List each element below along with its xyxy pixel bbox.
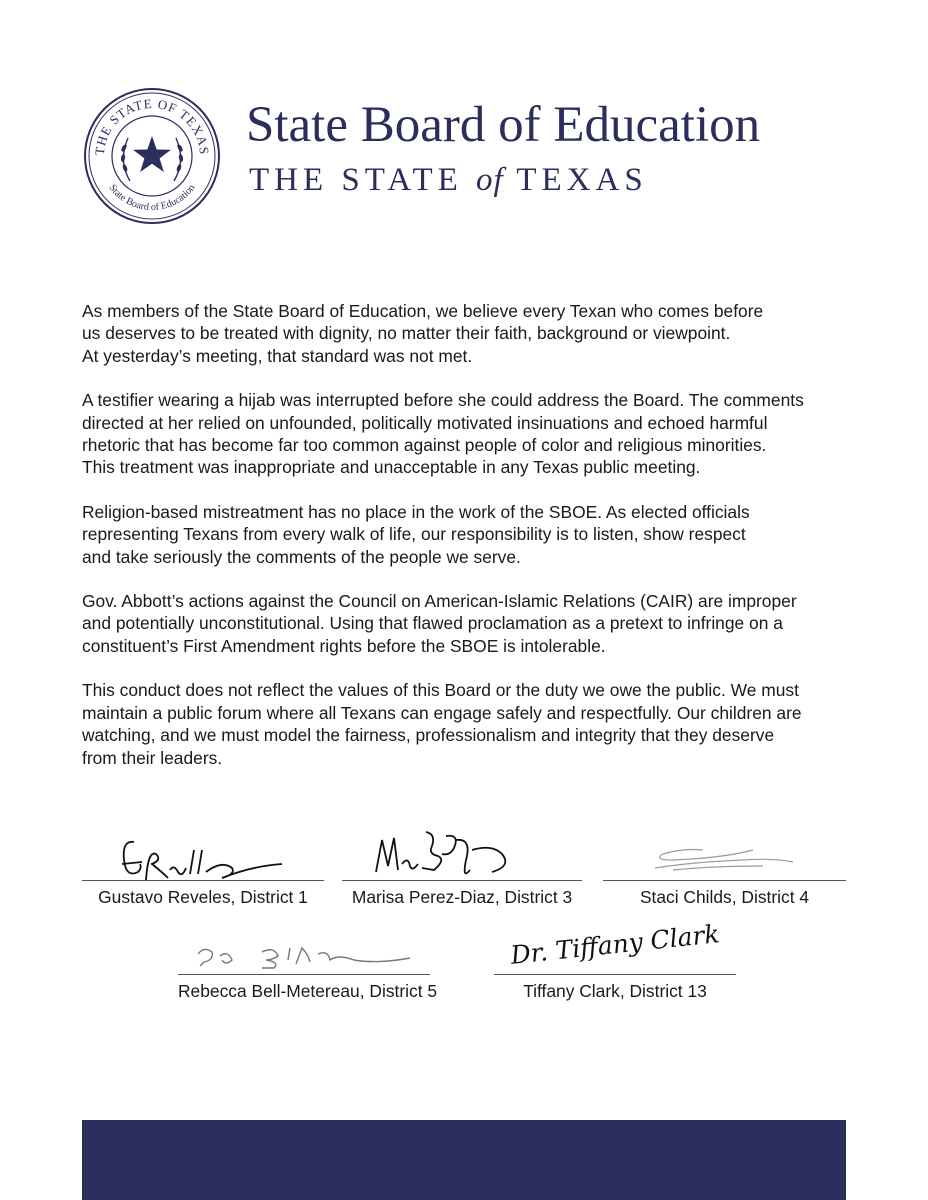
signature-line — [82, 880, 324, 881]
svg-text:THE STATE OF TEXAS: THE STATE OF TEXAS — [91, 95, 213, 156]
text-line: maintain a public forum where all Texans can engage safely and respectfully. Our children are — [82, 702, 802, 723]
letter-body — [82, 300, 852, 791]
signature-block — [342, 820, 582, 910]
text-line: This conduct does not reflect the values of this Board or the duty we owe the public. We must — [82, 680, 799, 701]
text-line: us deserves to be treated with dignity, no matter their faith, background or viewpoint. — [82, 323, 731, 344]
signature-line — [342, 880, 582, 881]
paragraph — [82, 590, 852, 657]
subtitle-part: THE STATE — [249, 162, 477, 198]
text-line: watching, and we must model the fairness, professionalism and integrity that they deserve — [82, 725, 775, 746]
signature-line — [494, 974, 736, 975]
letterhead-title: State Board of Education — [246, 97, 761, 153]
signature-line — [603, 880, 846, 881]
signature-block — [494, 919, 736, 1010]
text-line: and take seriously the comments of the people we serve. — [82, 546, 521, 567]
text-line: At yesterday’s meeting, that standard was not met. — [82, 345, 473, 366]
signature-line — [178, 974, 430, 975]
footer-bar — [82, 1120, 846, 1200]
paragraph — [82, 501, 852, 568]
paragraph — [82, 389, 852, 479]
subtitle-part: TEXAS — [503, 162, 648, 198]
text-line: directed at her relied on unfounded, politically motivated insinuations and echoed harmful — [82, 412, 768, 433]
paragraph — [82, 300, 852, 367]
signer-name: Gustavo Reveles, District 1 — [98, 887, 308, 907]
handwritten-signature: Dr. Tiffany Clark — [509, 919, 721, 970]
text-line: Religion-based mistreatment has no place in the work of the SBOE. As elected officials — [82, 501, 750, 522]
text-line: constituent’s First Amendment rights before the SBOE is intolerable. — [82, 635, 606, 656]
signer-name: Staci Childs, District 4 — [639, 887, 810, 907]
text-line: As members of the State Board of Education, we believe every Texan who comes before — [82, 301, 764, 321]
signer-name: Rebecca Bell-Metereau, District 5 — [178, 981, 438, 1001]
text-line: A testifier wearing a hijab was interrupted before she could address the Board. The comments — [82, 390, 804, 411]
letterhead-subtitle — [249, 164, 648, 197]
text-line: representing Texans from every walk of life, our responsibility is to listen, show respect — [82, 524, 746, 545]
signer-name: Tiffany Clark, District 13 — [523, 981, 707, 1001]
signer-name: Marisa Perez-Diaz, District 3 — [351, 887, 573, 907]
state-seal-logo — [82, 86, 222, 226]
text-line: This treatment was inappropriate and unacceptable in any Texas public meeting. — [82, 457, 701, 478]
handwritten-signature — [178, 930, 430, 980]
text-line: rhetoric that has become far too common against people of color and religious minorities. — [82, 435, 767, 456]
subtitle-of: of — [476, 162, 504, 198]
text-line: and potentially unconstitutional. Using that flawed proclamation as a pretext to infringe on a — [82, 613, 783, 634]
paragraph — [82, 679, 852, 769]
signature-block — [82, 820, 324, 910]
text-line: Gov. Abbott’s actions against the Council on American-Islamic Relations (CAIR) are improper — [82, 591, 797, 612]
signature-block — [603, 820, 846, 910]
text-line: from their leaders. — [82, 747, 223, 768]
signature-block — [178, 930, 438, 1010]
svg-text:State Board of Education: State Board of Education — [106, 182, 198, 214]
